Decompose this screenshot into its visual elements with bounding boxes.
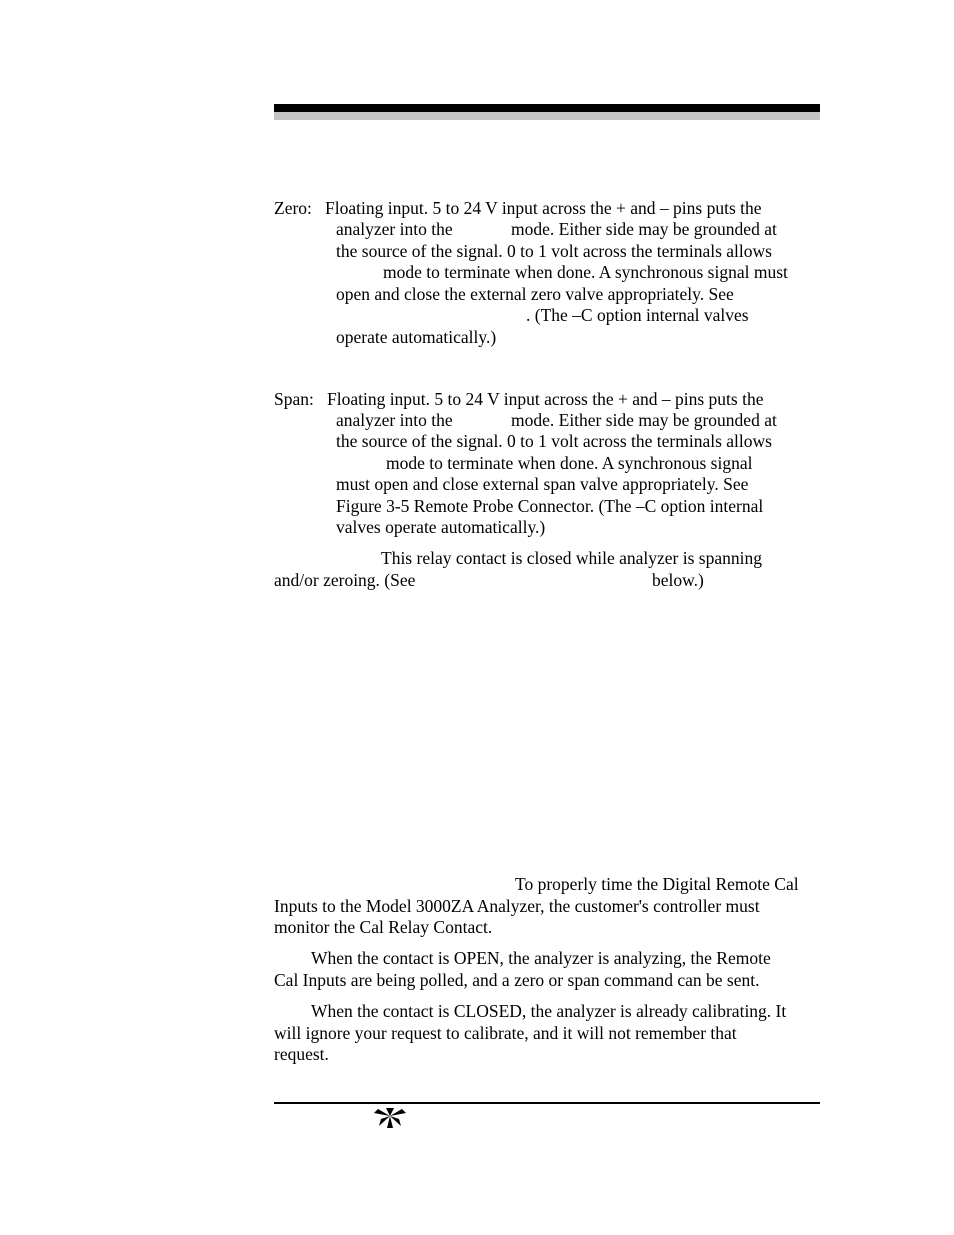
text-line: the source of the signal. 0 to 1 volt across the terminals allows xyxy=(336,431,772,451)
text-line: This relay contact is closed while analyzer is spanning xyxy=(381,548,762,568)
text-line: analyzer into the xyxy=(336,219,453,239)
text-line: mode. Either side may be grounded at xyxy=(511,410,777,430)
text-line: below.) xyxy=(652,570,704,590)
text-line: Figure 3-5 Remote Probe Connector. (The –C option internal xyxy=(336,496,764,516)
text-line: mode to terminate when done. A synchronous signal must xyxy=(383,262,788,282)
text-line: operate automatically.) xyxy=(336,327,497,347)
footer-rule xyxy=(274,1102,820,1104)
text-line: Zero: Floating input. 5 to 24 V input across the + and – pins puts the xyxy=(274,198,762,218)
text-line: valves operate automatically.) xyxy=(336,517,546,537)
text-line: To properly time the Digital Remote Cal xyxy=(515,874,799,894)
text-line: Cal Inputs are being polled, and a zero or span command can be sent. xyxy=(274,970,760,990)
text-line: When the contact is OPEN, the analyzer is analyzing, the Remote xyxy=(311,948,771,968)
text-line: must open and close external span valve appropriately. See xyxy=(336,474,749,494)
text-line: analyzer into the xyxy=(336,410,453,430)
text-line: When the contact is CLOSED, the analyzer is already calibrating. It xyxy=(311,1001,787,1021)
teledyne-logo-icon xyxy=(372,1106,408,1130)
text-line: request. xyxy=(274,1044,329,1064)
text-line: . (The –C option internal valves xyxy=(526,305,749,325)
text-line: and/or zeroing. (See xyxy=(274,570,416,590)
text-line: mode. Either side may be grounded at xyxy=(511,219,777,239)
text-line: Span: Floating input. 5 to 24 V input across the + and – pins puts the xyxy=(274,389,764,409)
text-line: monitor the Cal Relay Contact. xyxy=(274,917,493,937)
text-line: open and close the external zero valve appropriately. See xyxy=(336,284,734,304)
header-rule-shadow xyxy=(274,112,820,120)
text-line: mode to terminate when done. A synchronous signal xyxy=(386,453,753,473)
header-rule xyxy=(274,104,820,112)
text-line: will ignore your request to calibrate, and it will not remember that xyxy=(274,1023,737,1043)
text-line: the source of the signal. 0 to 1 volt across the terminals allows xyxy=(336,241,772,261)
text-line: Inputs to the Model 3000ZA Analyzer, the customer's controller must xyxy=(274,896,760,916)
